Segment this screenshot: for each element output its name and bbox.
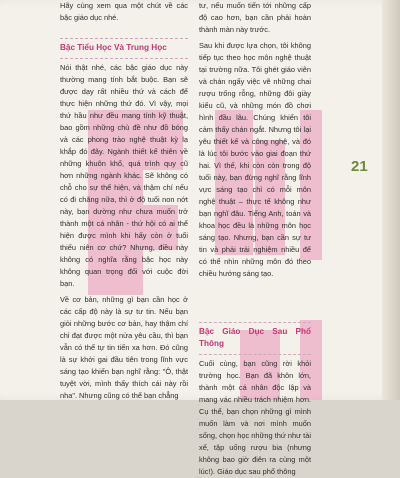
intro-paragraph: Hãy cùng xem qua một chút về các bậc giáo dục nhé.	[60, 1, 188, 22]
right-column	[199, 0, 311, 478]
section-divider	[199, 322, 311, 323]
left-column	[60, 0, 188, 402]
page-edge	[382, 0, 400, 400]
section-heading-primary-secondary: Bậc Tiểu Học Và Trung Học	[60, 43, 167, 52]
body-paragraph: tư, nếu muốn tiến tới những cấp độ cao hơn, bạn cần phải hoàn thành màn này trước.	[199, 1, 311, 34]
section-divider	[60, 58, 188, 59]
body-paragraph: Nói thật nhé, các bậc giáo dục này thường mang tính bắt buộc. Bạn sẽ được dạy rất nhiều thứ và cách để thực hiện những thứ đó. Vì vậy, mọi thứ hầu như đều mang tính kỹ thuật, bao gồm những chủ đề như đồ bóng và các phong trào nghệ thuật kỳ lạ khắp đó đây. Ngành thiết kế thiên về những khuôn khổ, quá trình quy cũ hơn những ngành khác. Sẽ không có chỗ cho sự thể hiện, và thậm chí nếu có đi chăng nữa, thì ở độ tuổi non nớt này, bạn dường như chưa muốn trở thành một cá nhân - thứ hội có ai thể hiện được mình khi hấy còn ở tuổi thiếu niên cơ chứ? Nhưng, điều này không có nghĩa rằng bậc học này không quan trọng đối với cuộc đời bạn.	[60, 63, 188, 288]
body-paragraph: Sau khi được lựa chọn, tôi không tiếp tục theo học môn nghệ thuật tại trường nữa. Tôi ghét giáo viên và chán ngấy việc vẽ những chai rượu trống rỗng, những đôi giày kiểu cũ, và những món đồ chơi hình đầu lâu. Chúng khiến tôi cảm thấy chán ngắt. Nhưng tôi lại yêu thiết kế và công nghệ, và đó là lúc tôi bước vào giai đoạn thứ hai. Vì thế, khi còn còn trong độ tuổi này, bạn đừng nghĩ rằng lĩnh vực sáng tạo chỉ có mỗi môn nghệ thuật – thực tế không như bạn nghĩ đâu. Tiếng Anh, toán và khoa học đều là những môn học sáng tạo. Nhưng, bạn cần sự tư tin và phải trải nghiệm nhiều để có thể nhìn những môn đó theo chiều hướng sáng tạo.	[199, 41, 311, 278]
body-paragraph: Cuối cùng, bạn cũng rời khỏi trường học. Bạn đã khôn lớn, thành một cá nhân độc lập và mang vác nhiều trách nhiệm hơn. Cụ thể, bạn chọn những gì mình muốn làm và nơi mình muốn sống, chọn học những thứ như tài xế, tập uống rượu bia (nhưng không bao giờ điên ra cùng một lúc!). Giáo dục sau phổ thông	[199, 359, 311, 476]
page-number: 21	[351, 158, 368, 175]
section-divider	[199, 354, 311, 355]
body-paragraph: Về cơ bản, những gì bạn cần học ở các cấp độ này là sự tư tin. Nếu bạn giỏi những bước cơ bản, hay thậm chí chỉ đạt được một nửa yêu cầu, thì bạn vẫn có thể tự tin tiến xa hơn. Đó cũng là sự khởi gai đầu tiên trong lĩnh vực sáng tạo khiến bạn nghĩ rằng: "Ô, thật tuyệt vời, mình thấy thích cái này rồi nha". Nhưng cũng có thể bạn chẳng	[60, 295, 188, 400]
section-divider	[60, 38, 188, 39]
section-heading-post-secondary: Bậc Giáo Dục Sau Phổ Thông	[199, 327, 311, 348]
